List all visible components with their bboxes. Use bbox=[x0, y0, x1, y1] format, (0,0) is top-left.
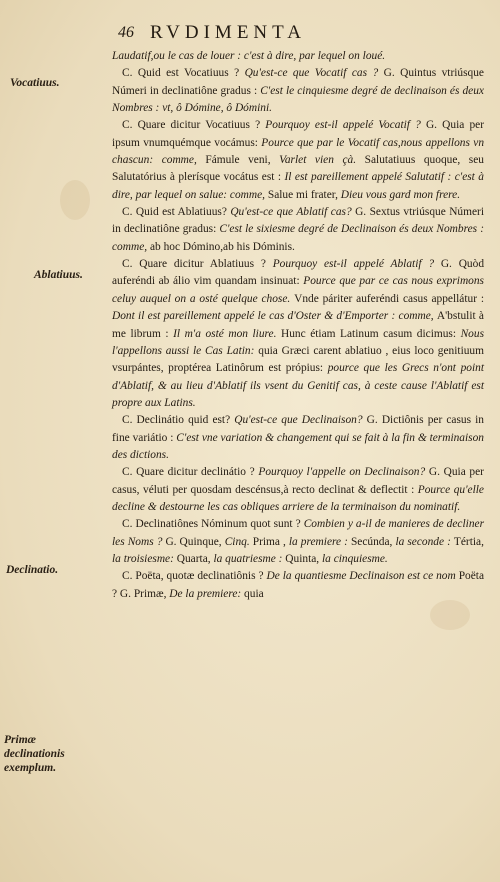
paragraph bbox=[112, 412, 484, 464]
paragraph bbox=[112, 65, 484, 117]
french-translation: pource que les Grecs n'ont point d'Ablatif, & au lieu d'Ablatif ils vsent du Genitif cas, à ceste cause l'Ablatif est propre aux Latins. bbox=[112, 362, 484, 409]
latin-text: G. Quia per ipsum vnumquémque vocámus: bbox=[112, 119, 484, 149]
paragraph bbox=[112, 516, 484, 568]
latin-text: C. Quare dicitur Ablatiuus ? bbox=[122, 258, 273, 271]
french-translation: Pourquoy est-il appelé Vocatif ? bbox=[265, 119, 426, 132]
latin-text: C. Poëta, quotæ declinatiônis ? bbox=[122, 570, 267, 583]
latin-text: G. Quintus vtriúsque Númeri in declinatiône gradus : bbox=[112, 67, 484, 97]
latin-text: C. Quid est Vocatiuus ? bbox=[122, 67, 245, 80]
french-translation: Pourquoy l'appelle on Declinaison? bbox=[258, 466, 429, 479]
latin-text: quia bbox=[244, 587, 264, 600]
latin-text: Poëta ? bbox=[112, 570, 484, 600]
french-translation: Pource que par ce cas nous exprimons celuy auquel on a osté quelque chose. bbox=[112, 275, 484, 305]
latin-text: Prima , bbox=[252, 535, 289, 548]
french-translation: la seconde : bbox=[395, 535, 454, 548]
french-translation: Qu'est-ce que Vocatif cas ? bbox=[244, 67, 384, 80]
french-translation: la troisiesme: bbox=[112, 552, 177, 565]
french-translation: Laudatif,ou le cas de louer : c'est à dire, par lequel on loué. bbox=[112, 50, 386, 62]
latin-text: G. Quia per casus, véluti per quosdam descénsus,à recto declinat & deflectit : bbox=[112, 466, 484, 496]
french-translation: la quatriesme : bbox=[213, 552, 286, 565]
running-head: RVDIMENTA bbox=[150, 22, 306, 43]
french-translation: Qu'est-ce que Ablatif cas? bbox=[230, 206, 356, 219]
latin-text: Salue mi frater, bbox=[267, 188, 341, 201]
french-translation: Nous l'appellons aussi le Cas Latin: bbox=[112, 327, 484, 357]
latin-text: quia Græci carent ablatiuo , eius loco genitiuum vsurpántes, proptérea Latinôrum est própius: bbox=[112, 344, 484, 375]
french-translation: Il m'a osté mon liure. bbox=[173, 327, 281, 340]
paper-stain bbox=[430, 600, 470, 630]
paragraph bbox=[112, 117, 484, 204]
french-translation: Varlet vien çà. bbox=[279, 154, 365, 167]
paragraph bbox=[112, 464, 484, 516]
paragraph bbox=[112, 48, 484, 65]
margin-note-vocativus: Vocatiuus. bbox=[10, 77, 60, 89]
page-number: 46 bbox=[118, 24, 134, 41]
latin-text: G. Sextus vtriúsque Númeri in declinatiône gradus: bbox=[112, 206, 484, 236]
page-header bbox=[118, 22, 478, 46]
french-translation: C'est le sixiesme degré de Declinaison és deux Nombres : comme, bbox=[112, 223, 484, 253]
latin-text: C. Quare dicitur Vocatiuus ? bbox=[122, 119, 266, 132]
latin-text: G. Primæ, bbox=[119, 587, 170, 600]
latin-text: Quarta, bbox=[176, 552, 214, 565]
paragraph bbox=[112, 568, 484, 603]
french-translation: Pourquoy est-il appelé Ablatif ? bbox=[272, 258, 441, 271]
latin-text: G. Dictiônis per casus in fine variátio : bbox=[112, 414, 484, 444]
latin-text: Fámule veni, bbox=[205, 154, 280, 167]
latin-text: C. Quid est Ablatiuus? bbox=[122, 206, 231, 219]
latin-text: C. Quare dicitur declinátio ? bbox=[122, 466, 259, 479]
french-translation: De la premiere: bbox=[169, 587, 245, 600]
french-translation: la cinquiesme. bbox=[321, 552, 388, 565]
french-translation: C'est vne variation & changement qui se fait à la fin & terminaison des dictions. bbox=[112, 431, 484, 461]
margin-note-declinatio: Declinatio. bbox=[6, 564, 59, 576]
body-text bbox=[112, 48, 484, 603]
french-translation: Pource que par le Vocatif cas,nous appellons vn chascun: comme, bbox=[112, 136, 485, 167]
latin-text: G. Quòd auferéndi ab álio vim quandam insinuat: bbox=[112, 258, 485, 288]
latin-text: C. Declinatiônes Nóminum quot sunt ? bbox=[122, 518, 304, 531]
french-translation: la premiere : bbox=[288, 535, 351, 548]
latin-text: Tértia, bbox=[453, 535, 484, 548]
latin-text: G. Quinque, bbox=[165, 535, 225, 548]
paragraph bbox=[112, 256, 484, 412]
margin-note-prima: Primæ declinationis exemplum. bbox=[4, 734, 65, 774]
french-translation: Pource qu'elle decline & destourne les cas obliques arriere de la terminaison du nominatif. bbox=[112, 483, 484, 513]
french-translation: Combien y a-il de manieres de decliner les Noms ? bbox=[112, 518, 484, 548]
paragraph bbox=[112, 204, 484, 256]
french-translation: Dieu vous gard mon frere. bbox=[340, 188, 461, 201]
french-translation: C'est le cinquiesme degré de declinaison és deux Nombres : vt, ô Dómine, ô Dómini. bbox=[112, 84, 484, 115]
french-translation: Qu'est-ce que Declinaison? bbox=[234, 414, 367, 427]
french-translation: Dont il est pareillement appelé le cas d'Oster & d'Emporter : comme, bbox=[112, 310, 437, 323]
latin-text: C. Declinátio quid est? bbox=[122, 414, 235, 427]
french-translation: De la quantiesme Declinaison est ce nom bbox=[266, 570, 459, 583]
margin-note-ablativus: Ablatiuus. bbox=[34, 269, 83, 281]
latin-text: ab hoc Dómino,ab his Dóminis. bbox=[149, 240, 295, 253]
latin-text: Vnde páriter auferéndi casus appellátur : bbox=[294, 292, 484, 305]
latin-text: Salutatiuus quoque, seu Salutatórius à plerísque vocátus est : bbox=[112, 154, 484, 184]
latin-text: Secúnda, bbox=[350, 535, 396, 548]
french-translation: Cinq. bbox=[224, 535, 253, 548]
latin-text: Quinta, bbox=[285, 552, 322, 565]
latin-text: Hunc étiam Latinum casum dicimus: bbox=[280, 327, 461, 340]
french-translation: Il est pareillement appelé Salutatif : c'est à dire, par lequel on salue: comme, bbox=[112, 171, 484, 201]
paper-stain bbox=[60, 180, 90, 220]
latin-text: A'bstulit à me librum : bbox=[112, 310, 484, 340]
